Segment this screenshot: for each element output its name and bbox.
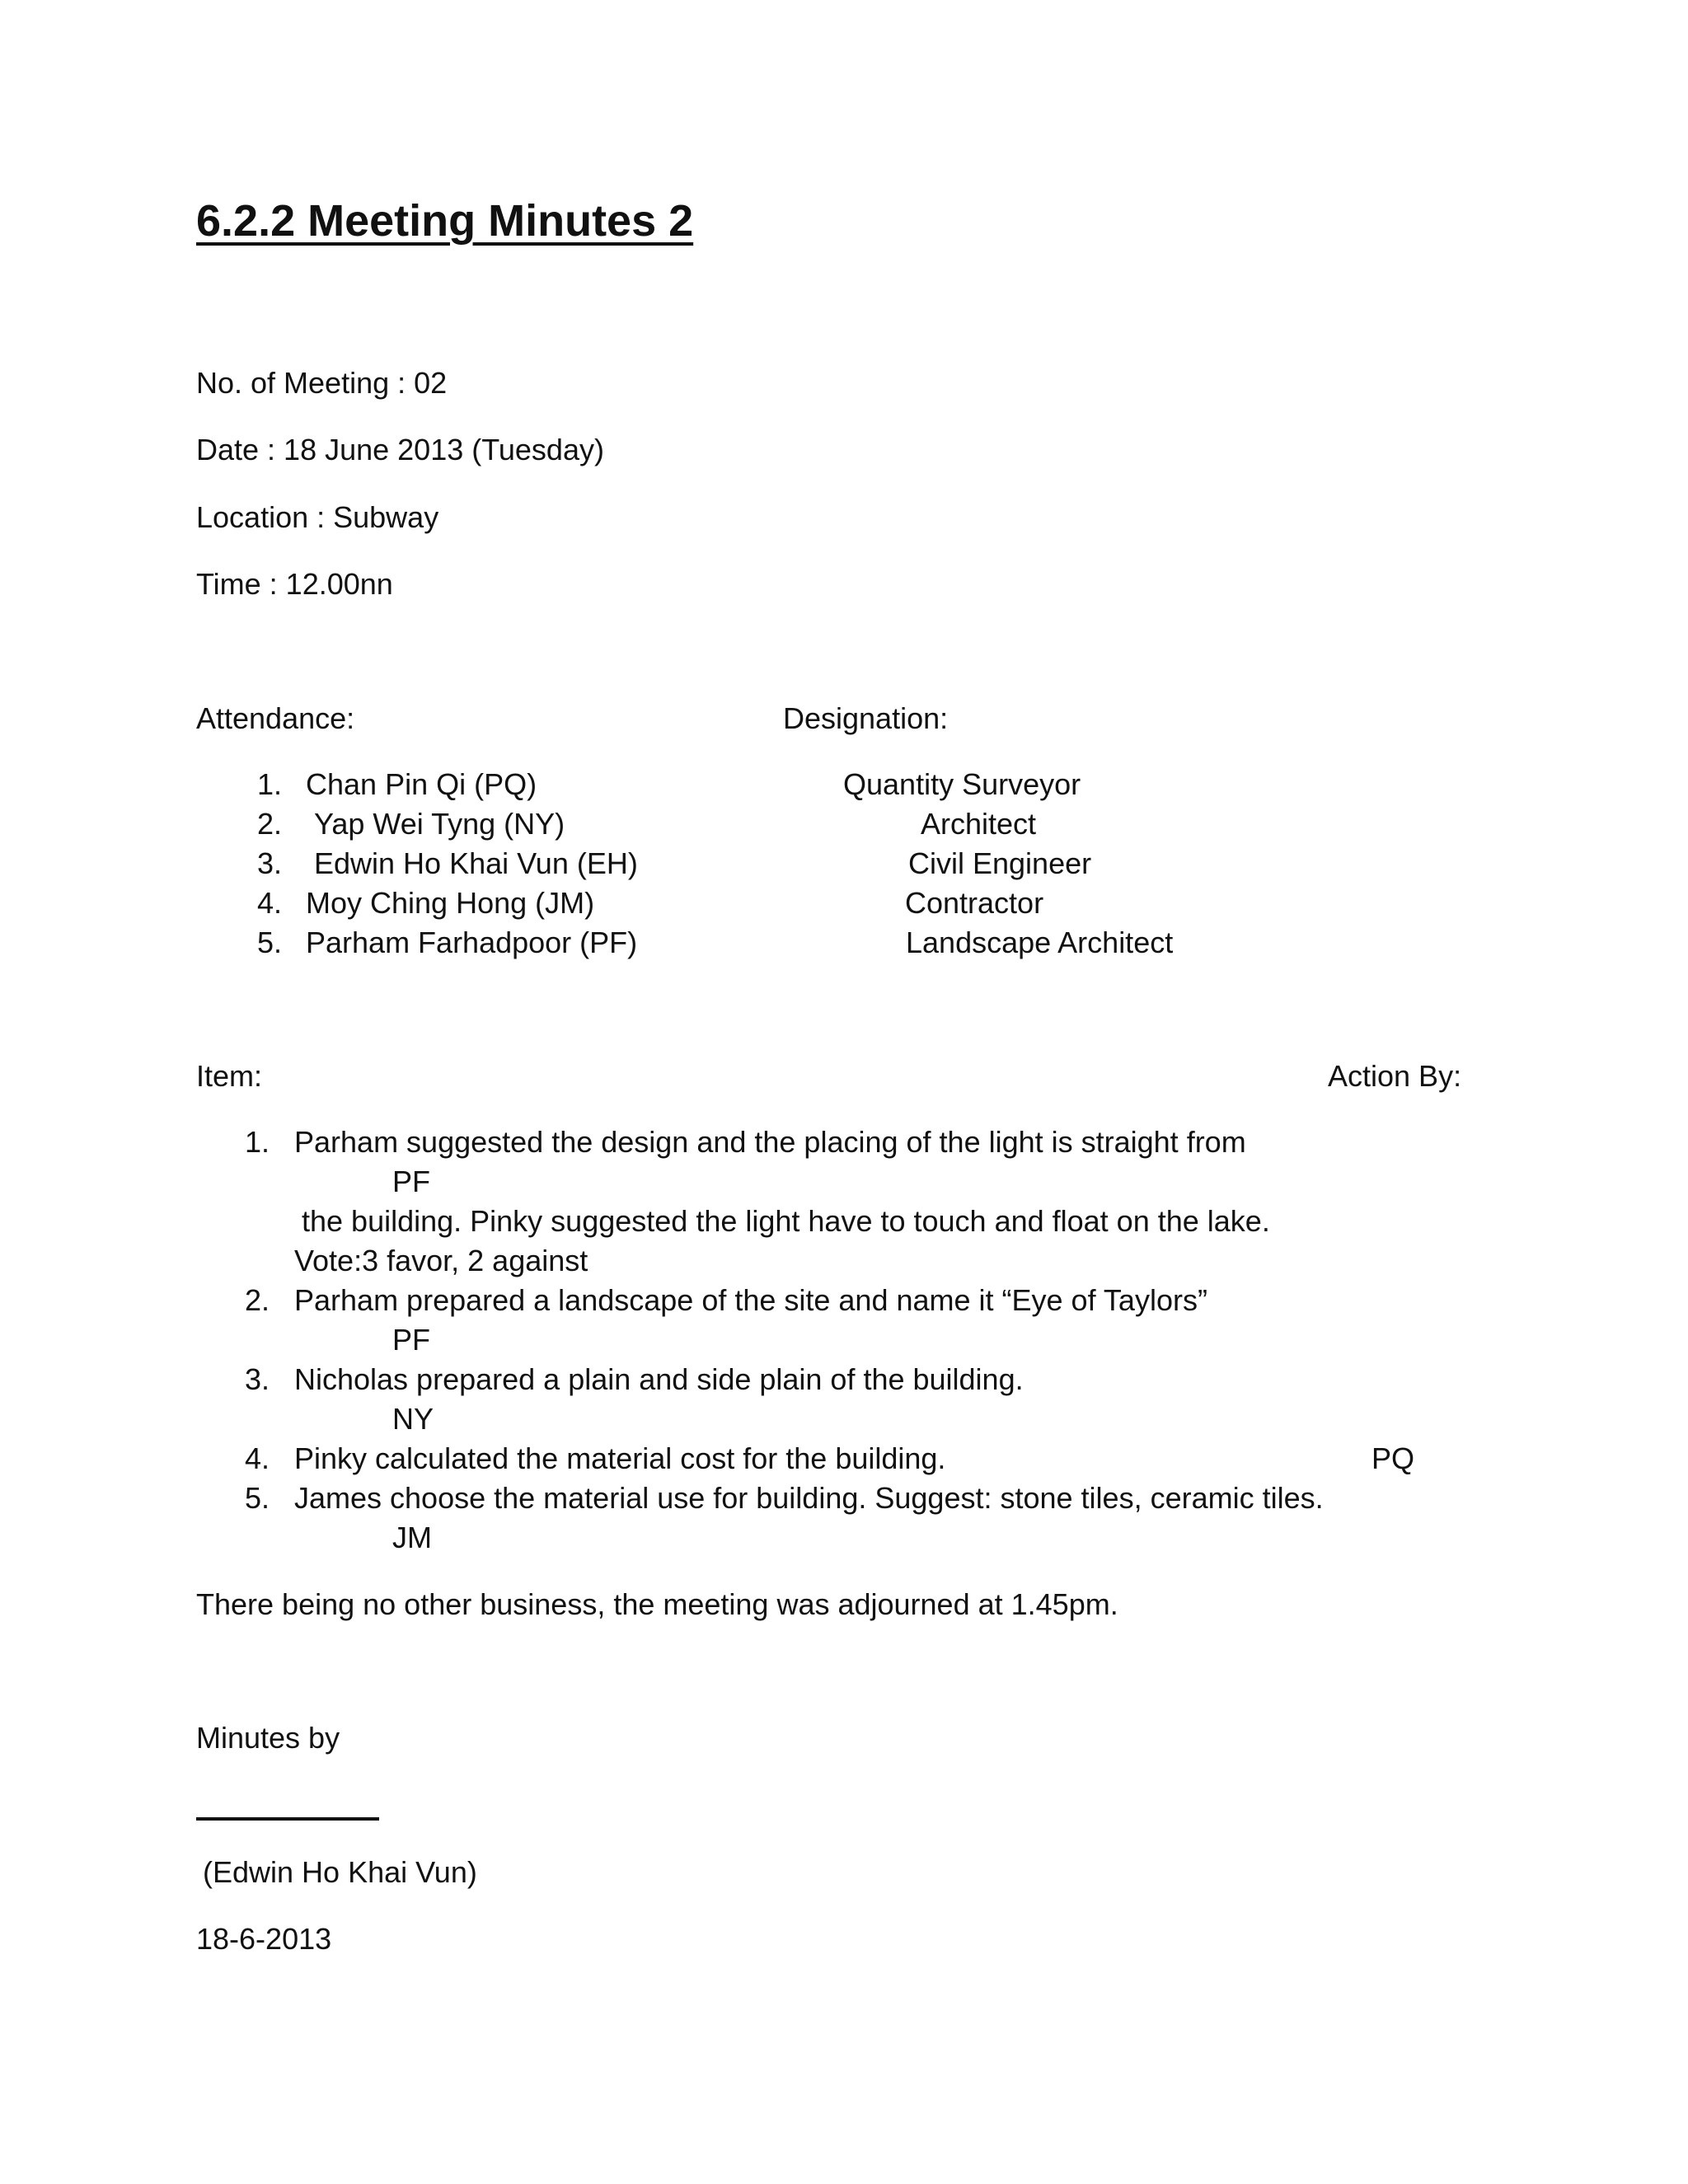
attendee-number: 3.	[257, 846, 283, 880]
item-text: Parham prepared a landscape of the site and name it “Eye of Taylors”	[294, 1283, 1207, 1317]
attendee-name: Chan Pin Qi (PQ)	[306, 767, 537, 801]
attendee-designation: Quantity Surveyor	[843, 767, 1081, 801]
attendance-header: Attendance:	[196, 701, 355, 735]
signature-date: 18-6-2013	[196, 1922, 332, 1956]
signatory-name: (Edwin Ho Khai Vun)	[203, 1855, 477, 1889]
item-number: 2.	[245, 1283, 270, 1317]
attendee-number: 2.	[257, 807, 283, 841]
item-action-by: PQ	[1372, 1441, 1415, 1475]
attendee-number: 4.	[257, 886, 283, 920]
item-text: Parham suggested the design and the placing of the light is straight from	[294, 1125, 1246, 1159]
items-header: Item:	[196, 1059, 263, 1093]
item-continuation: the building. Pinky suggested the light have to touch and float on the lake.	[302, 1204, 1270, 1238]
meeting-date: Date : 18 June 2013 (Tuesday)	[196, 433, 604, 466]
attendee-name: Edwin Ho Khai Vun (EH)	[314, 846, 638, 880]
meeting-number: No. of Meeting : 02	[196, 366, 448, 400]
item-number: 1.	[245, 1125, 270, 1159]
attendee-designation: Civil Engineer	[908, 846, 1092, 880]
minutes-by-label: Minutes by	[196, 1721, 340, 1755]
closing-statement: There being no other business, the meeting was adjourned at 1.45pm.	[196, 1587, 1118, 1621]
designation-header: Designation:	[783, 701, 949, 735]
item-text: Nicholas prepared a plain and side plain of the building.	[294, 1362, 1024, 1396]
item-number: 5.	[245, 1481, 270, 1515]
page-title: 6.2.2 Meeting Minutes 2	[196, 196, 694, 246]
meeting-time: Time : 12.00nn	[196, 567, 393, 601]
item-number: 3.	[245, 1362, 270, 1396]
item-action-by: JM	[392, 1521, 432, 1554]
attendee-designation: Architect	[921, 807, 1037, 841]
signature-line	[196, 1817, 379, 1821]
action-by-header: Action By:	[1328, 1059, 1462, 1093]
item-action-by: PF	[392, 1323, 431, 1357]
attendee-name: Moy Ching Hong (JM)	[306, 886, 595, 920]
attendee-name: Parham Farhadpoor (PF)	[306, 926, 638, 959]
item-number: 4.	[245, 1441, 270, 1475]
item-text: James choose the material use for building. Suggest: stone tiles, ceramic tiles.	[294, 1481, 1324, 1515]
meeting-location: Location : Subway	[196, 500, 439, 534]
attendee-designation: Contractor	[905, 886, 1044, 920]
item-text: Pinky calculated the material cost for the building.	[294, 1441, 946, 1475]
attendee-designation: Landscape Architect	[906, 926, 1174, 959]
attendee-number: 1.	[257, 767, 283, 801]
item-action-by: NY	[392, 1402, 434, 1436]
attendee-number: 5.	[257, 926, 283, 959]
item-action-by: PF	[392, 1165, 431, 1198]
item-vote: Vote:3 favor, 2 against	[294, 1244, 588, 1277]
attendee-name: Yap Wei Tyng (NY)	[314, 807, 565, 841]
